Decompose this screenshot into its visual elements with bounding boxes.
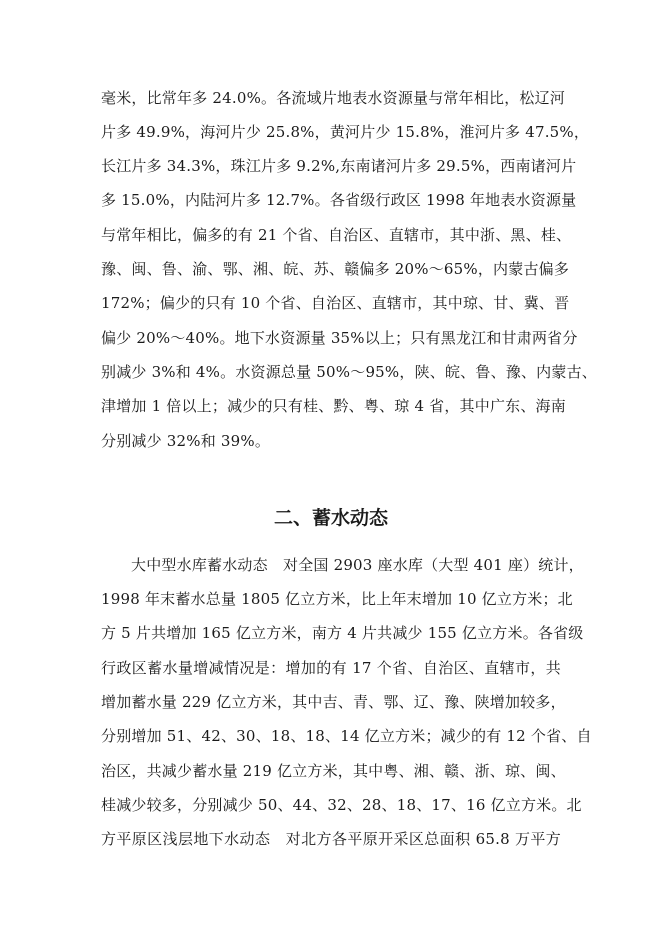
paragraph-line: 别减少 3%和 4%。水资源总量 50%～95%，陕、皖、鲁、豫、内蒙古、 — [101, 363, 597, 381]
paragraph-line: 1998 年末蓄水总量 1805 亿立方米，比上年末增加 10 亿立方米；北 — [101, 590, 573, 608]
paragraph-line: 偏少 20%～40%。地下水资源量 35%以上；只有黑龙江和甘肃两省分 — [101, 329, 578, 347]
section-heading: 二、蓄水动态 — [273, 507, 388, 529]
paragraph-line: 毫米，比常年多 24.0%。各流域片地表水资源量与常年相比，松辽河 — [101, 89, 566, 107]
paragraph-line: 172%；偏少的只有 10 个省、自治区、直辖市，其中琼、甘、冀、晋 — [101, 294, 570, 312]
paragraph-line: 与常年相比，偏多的有 21 个省、自治区、直辖市，其中浙、黑、桂、 — [101, 226, 572, 244]
paragraph-line: 分别减少 32%和 39%。 — [101, 432, 271, 450]
paragraph-line: 分别增加 51、42、30、18、18、14 亿立方米；减少的有 12 个省、自 — [101, 727, 592, 745]
paragraph-line: 行政区蓄水量增减情况是：增加的有 17 个省、自治区、直辖市，共 — [101, 659, 561, 677]
paragraph-line: 方平原区浅层地下水动态 对北方各平原开采区总面积 65.8 万平方 — [101, 830, 561, 848]
paragraph-line: 桂减少较多，分别减少 50、44、32、28、18、17、16 亿立方米。北 — [101, 796, 582, 814]
paragraph-line: 长江片多 34.3%，珠江片多 9.2%,东南诸河片多 29.5%，西南诸河片 — [101, 157, 577, 175]
paragraph-line: 片多 49.9%，海河片少 25.8%，黄河片少 15.8%，淮河片多 47.5%， — [101, 123, 590, 141]
paragraph-line: 方 5 片共增加 165 亿立方米，南方 4 片共减少 155 亿立方米。各省级 — [101, 624, 584, 642]
paragraph-line: 豫、闽、鲁、渝、鄂、湘、皖、苏、赣偏多 20%～65%，内蒙古偏多 — [101, 260, 570, 278]
paragraph-line: 治区，共减少蓄水量 219 亿立方米，其中粤、湘、赣、浙、琼、闽、 — [101, 762, 566, 780]
paragraph-line: 津增加 1 倍以上；减少的只有桂、黔、粤、琼 4 省，其中广东、海南 — [101, 397, 566, 415]
paragraph-line: 大中型水库蓄水动态 对全国 2903 座水库（大型 401 座）统计， — [131, 556, 584, 574]
paragraph-line: 增加蓄水量 229 亿立方米，其中吉、青、鄂、辽、豫、陕增加较多， — [101, 693, 566, 711]
paragraph-line: 多 15.0%，内陆河片多 12.7%。各省级行政区 1998 年地表水资源量 — [101, 191, 577, 209]
